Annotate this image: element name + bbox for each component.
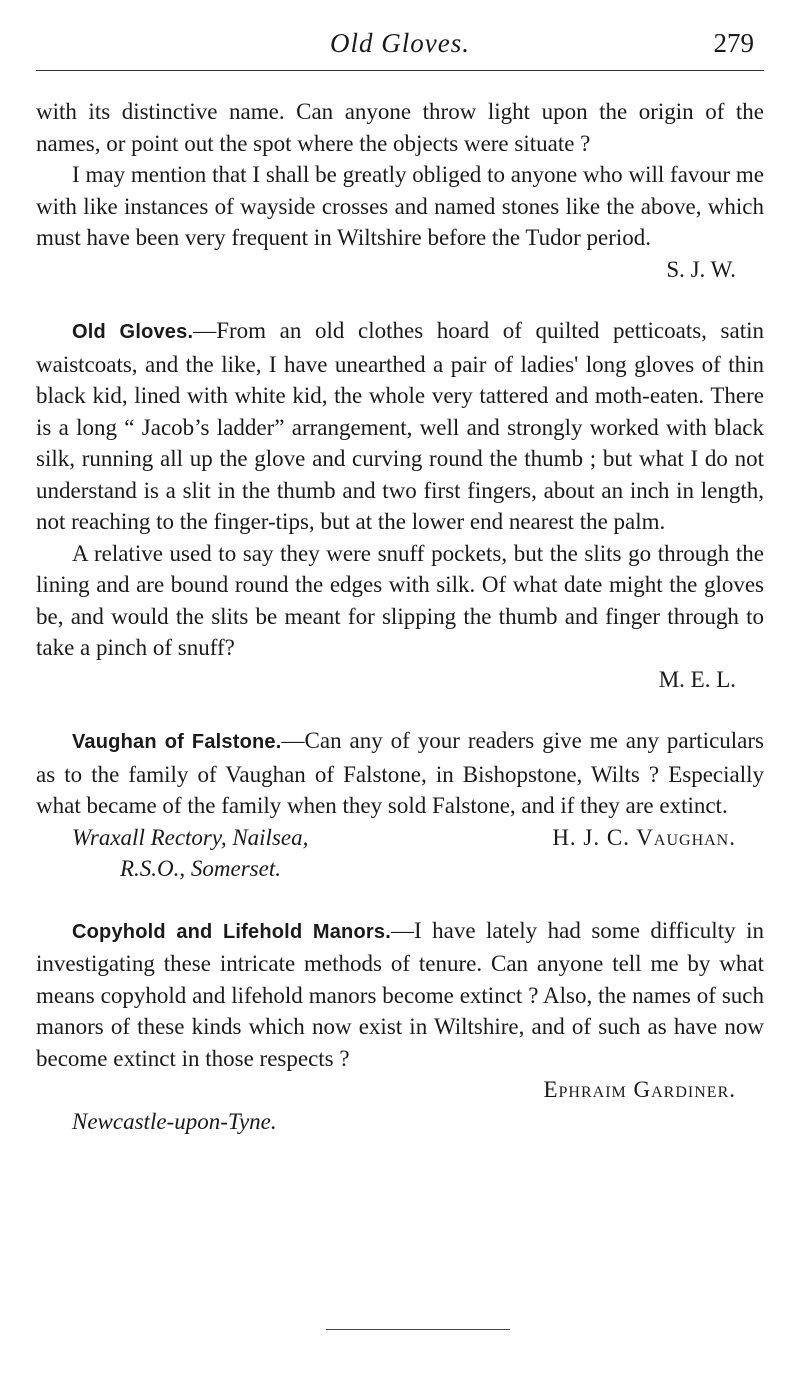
page-body [36, 96, 764, 1137]
entry-text: —Can any of your readers give me any particulars as to the family of Vaughan of Falstone, in Bishopstone, Wilts ? Especially what became of the family when they sold Falstone, and if they are extinct. [36, 728, 764, 818]
continuation-text: I may mention that I shall be greatly obliged to anyone who will favour me with like instances of wayside crosses and named stones like the above, which must have been very frequent in Wiltshire before the Tudor period. [36, 162, 764, 250]
running-title: Old Gloves. [330, 28, 470, 58]
header-rule [36, 70, 764, 71]
entry-text: —From an old clothes hoard of quilted petticoats, satin waistcoats, and the like, I have unearthed a pair of ladies' long gloves of thin black kid, lined with white kid, the whole very tattered and moth-eaten. There is a long “ Jacob’s ladder” arrangement, well and strongly worked with black silk, running all up the glove and curving round the thumb ; but what I do not understand is a slit in the thumb and two first fingers, about an inch in length, not reaching to the finger-tips, but at the lower end nearest the palm. [36, 318, 764, 534]
signature-line [36, 664, 764, 696]
continuation-paragraph: with its distinctive name. Can anyone throw light upon the origin of the names, or point out the spot where the objects were situate ? [36, 99, 764, 156]
old-gloves-paragraph-2: A relative used to say they were snuff pockets, but the slits go through the lining and are bound round the edges with silk. Of what date might the gloves be, and would the slits be meant for slipping the thumb and finger through to take a pinch of snuff? [36, 540, 764, 660]
signature-gardiner: Ephraim Gardiner. [543, 1077, 736, 1102]
entry-vaughan [36, 725, 764, 822]
entry-old-gloves [36, 315, 764, 538]
end-rule [326, 1329, 510, 1330]
signature-sjw: S. J. W. [666, 256, 736, 282]
address-line-1: Wraxall Rectory, Nailsea, [72, 824, 309, 850]
signature-line [36, 254, 764, 286]
signature-mel: M. E. L. [658, 666, 736, 692]
page-header [36, 22, 764, 62]
address-signature-line [36, 822, 764, 854]
address-line-2: R.S.O., Somerset. [120, 856, 281, 881]
page-number: 279 [713, 28, 754, 58]
signature-line [36, 1074, 764, 1106]
address-newcastle: Newcastle-upon-Tyne. [72, 1108, 277, 1134]
continuation-paragraph-2 [36, 159, 764, 254]
entry-heading: Copyhold and Lifehold Manors. [72, 920, 391, 943]
entry-heading: Vaughan of Falstone. [72, 731, 282, 753]
entry-copyhold [36, 915, 764, 1075]
entry-heading: Old Gloves. [72, 321, 194, 343]
signature-vaughan: H. J. C. Vaughan. [552, 824, 736, 850]
entry-text: —I have lately had some difficulty in investigating these intricate methods of tenure. Can anyone tell me by what means copyhold and lifehold manors become extinct ? Also, the names of such manors of these kinds which now exist in Wiltshire, and of such as have now become extinct in those respects ? [36, 917, 764, 1071]
